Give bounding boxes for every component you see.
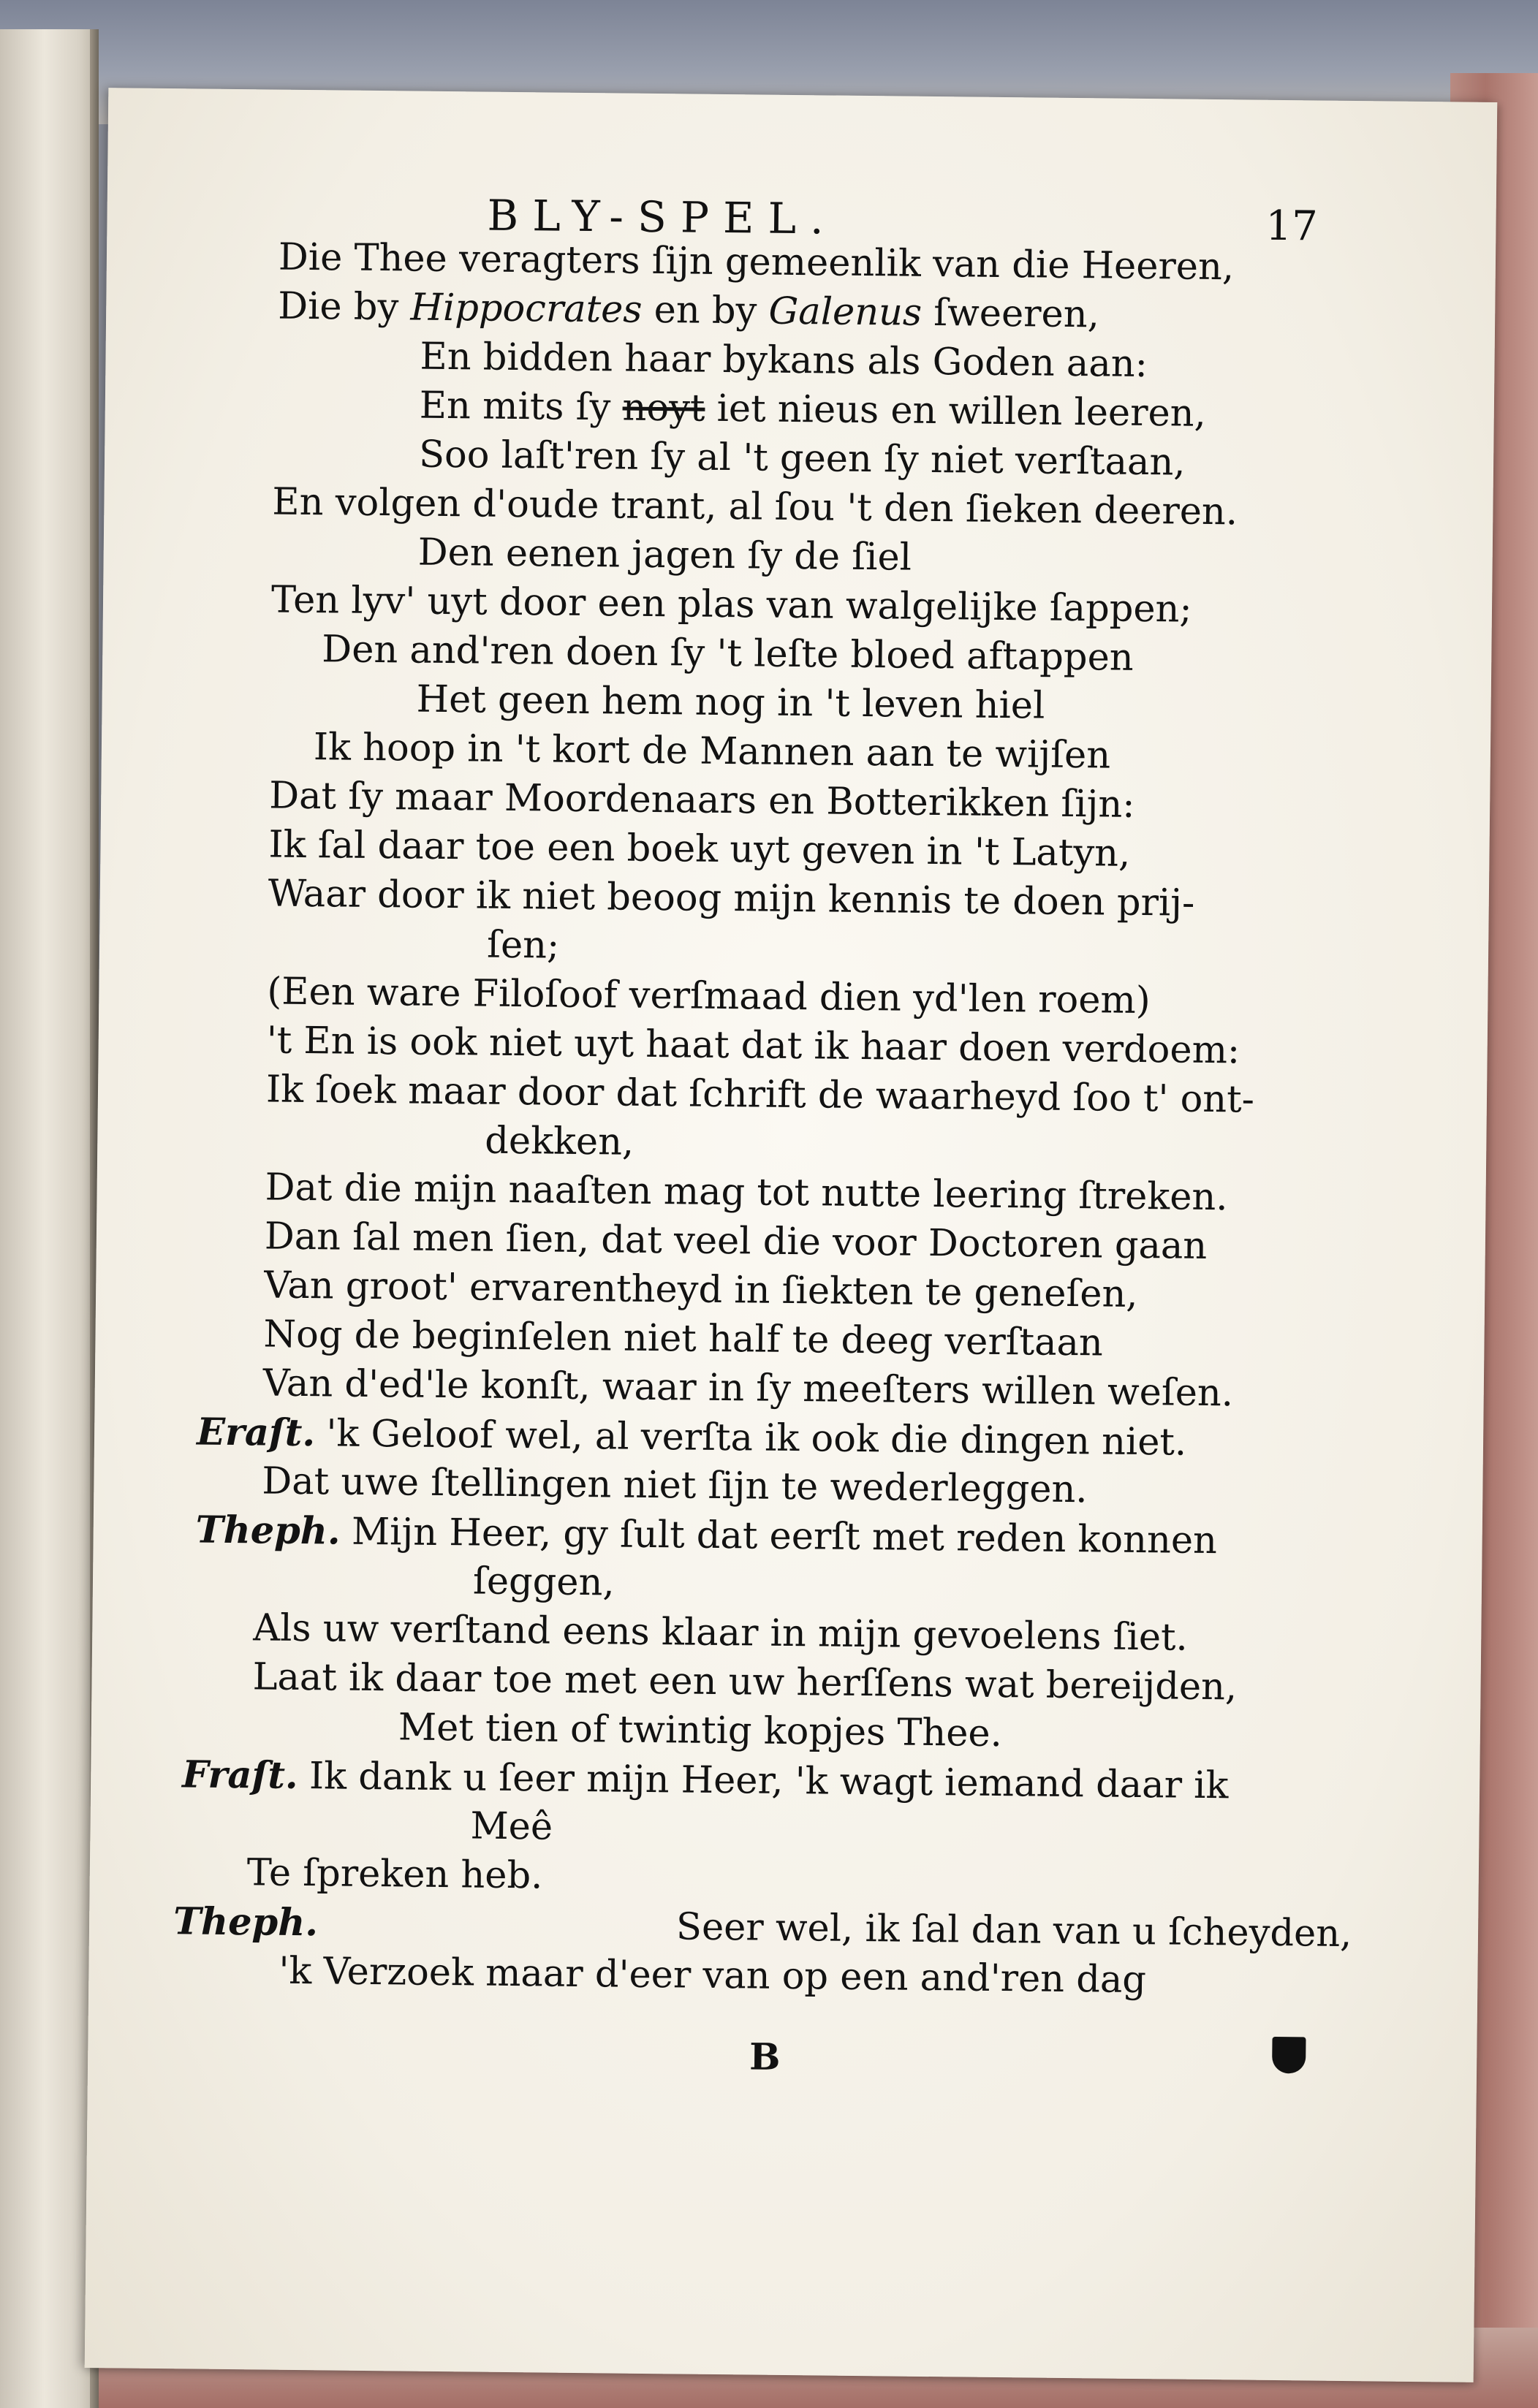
verse-line: Dat uwe ſtellingen niet ſijn te wederleggen. — [262, 1459, 1088, 1512]
verse-line: Den and'ren doen ſy 't leſte bloed aftappen — [322, 628, 1134, 680]
verse-line: Van d'ed'le konſt, waar in ſy meeſters willen weſen. — [262, 1361, 1234, 1416]
verse-line: Den eenen jagen ſy de ſiel — [417, 531, 912, 580]
verse-line: (Een ware Filoſoof verſmaad dien yd'len roem) — [267, 970, 1151, 1023]
verse-line: En mits ſy noyt iet nieus en willen leeren, — [419, 384, 1207, 436]
speaker-name: Theph. — [173, 1899, 319, 1945]
ink-blot — [1272, 2037, 1306, 2073]
speaker-name: Theph. — [195, 1508, 341, 1554]
author-name: Galenus — [768, 289, 923, 335]
speaker-name: Eraſt. — [196, 1410, 316, 1456]
verse-line: Die by Hippocrates en by Galenus ſweeren, — [277, 284, 1100, 337]
verse-line: ſeggen, — [472, 1560, 615, 1605]
verse-line: dekken, — [485, 1119, 634, 1164]
verse-line: Laat ik daar toe met een uw herſſens wat bereijden, — [252, 1655, 1238, 1709]
verse-line: Dan ſal men ſien, dat veel die voor Doctoren gaan — [264, 1215, 1208, 1268]
speaker-line: Fraſt. Ik dank u ſeer mijn Heer, 'k wagt iemand daar ik — [181, 1752, 1229, 1808]
verse-line: Dat ſy maar Moordenaars en Botterikken ſijn: — [268, 774, 1135, 827]
verse-line: 't En is ook niet uyt haat dat ik haar doen verdoem: — [266, 1019, 1240, 1073]
struck-word: noyt — [622, 386, 705, 430]
verse-line: Als uw verſtand eens klaar in mijn gevoelens ſiet. — [253, 1606, 1189, 1660]
verse-line: En volgen d'oude trant, al ſou 't den ſieken deeren. — [272, 480, 1238, 534]
left-page-edge — [0, 29, 99, 2408]
verse-line: Dat die mijn naaſten mag tot nutte leering ſtreken. — [265, 1166, 1228, 1220]
verse-line: Te ſpreken heb. — [246, 1851, 543, 1898]
verse-line: Het geen hem nog in 't leven hiel — [416, 677, 1045, 728]
signature-mark: B — [749, 2035, 781, 2078]
running-title: BLY-SPEL. — [487, 190, 838, 244]
verse-line: ſen; — [486, 923, 560, 968]
verse-line: Meê — [470, 1804, 553, 1849]
verse-line: Ten lyv' uyt door een plas van walgelijke ſappen; — [270, 578, 1192, 631]
verse-line: En bidden haar bykans als Goden aan: — [420, 335, 1148, 387]
book-page — [85, 88, 1498, 2382]
verse-line: 'k Verzoek maar d'eer van op een and'ren dag — [279, 1949, 1147, 2002]
speaker-name: Fraſt. — [181, 1752, 299, 1798]
verse-line: Soo laſt'ren ſy al 't geen ſy niet verſtaan, — [418, 433, 1186, 485]
verse-line: Ik ſal daar toe een boek uyt geven in 't Latyn, — [268, 823, 1131, 876]
verse-line: Ik ſoek maar door dat ſchrift de waarheyd ſoo t' ont- — [265, 1068, 1255, 1122]
speaker-line: Theph. Mijn Heer, gy ſult dat eerſt met reden konnen — [195, 1508, 1218, 1563]
verse-line: Ik hoop in 't kort de Mannen aan te wijſen — [313, 726, 1111, 778]
verse-line: Met tien of twintig kopjes Thee. — [398, 1706, 1003, 1756]
page-number: 17 — [1265, 202, 1319, 251]
speaker-line: Theph. Seer wel, ik ſal dan van u ſcheyden, — [173, 1899, 1352, 1956]
speaker-line: Eraſt. 'k Geloof wel, al verſta ik ook die dingen niet. — [196, 1410, 1187, 1465]
verse-line: Nog de beginſelen niet half te deeg verſtaan — [263, 1313, 1104, 1365]
verse-line: Die Thee veragters ſijn gemeenlik van die Heeren, — [278, 235, 1235, 289]
author-name: Hippocrates — [410, 286, 643, 332]
verse-line: Van groot' ervarentheyd in ſiekten te geneſen, — [263, 1264, 1138, 1316]
verse-line: Waar door ik niet beoog mijn kennis te doen prij- — [268, 872, 1195, 925]
